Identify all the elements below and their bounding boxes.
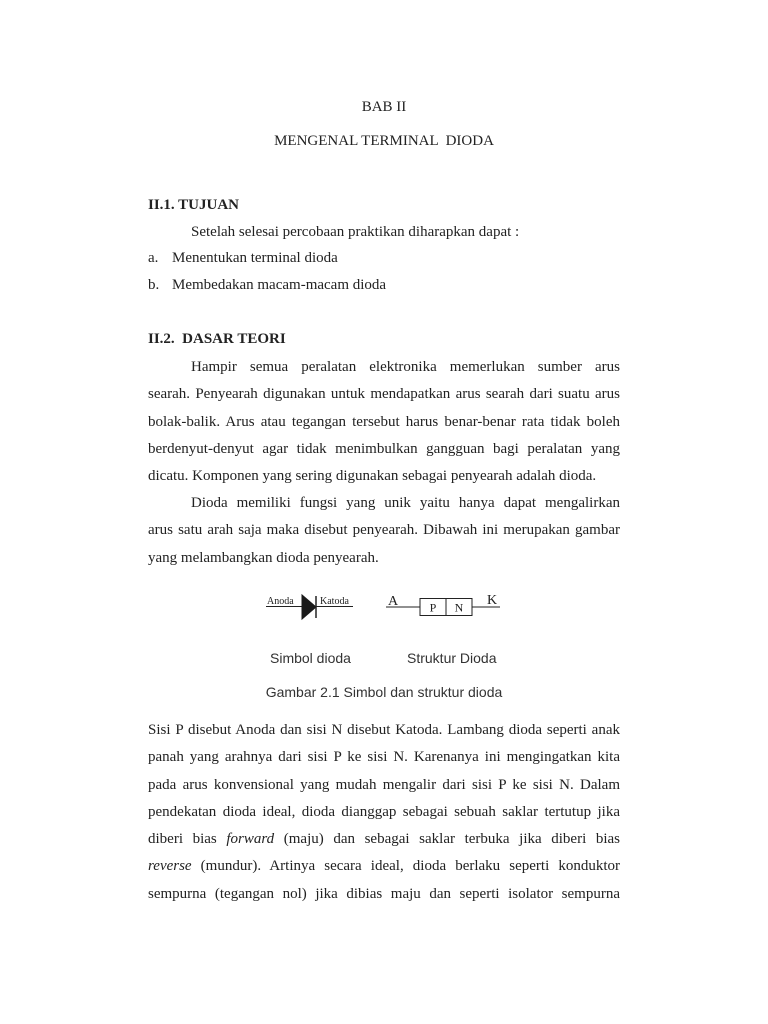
italic-term: forward	[226, 831, 275, 848]
structure-anode-label: A	[388, 594, 399, 609]
paragraph-line	[148, 772, 620, 799]
list-marker: a.	[148, 250, 159, 266]
symbol-caption: Simbol dioda	[270, 650, 351, 666]
diode-symbol	[266, 595, 353, 619]
line-text: (maju) dan sebagai saklar terbuka jika diberi bias	[274, 831, 620, 848]
paragraph-line	[148, 853, 620, 880]
italic-term: reverse	[148, 858, 192, 875]
anode-label: Anoda	[267, 596, 294, 607]
line-text: dicatu. Komponen yang sering digunakan sebagai penyearah adalah dioda.	[148, 468, 597, 485]
paragraph	[148, 490, 620, 572]
diode-structure	[386, 593, 500, 616]
cathode-label: Katoda	[320, 596, 349, 607]
paragraph-line	[148, 463, 620, 490]
paragraph-line	[148, 744, 620, 771]
paragraph-line	[148, 354, 620, 381]
paragraph-line	[148, 826, 620, 853]
paragraph-line	[148, 717, 620, 744]
line-text: sempurna (tegangan nol) jika dibias maju dan seperti isolator sempurna	[148, 885, 620, 902]
p-label: P	[429, 600, 437, 615]
diode-figure	[255, 585, 515, 627]
line-text: pendekatan dioda ideal, dioda dianggap sebagai sebuah saklar tertutup jika	[148, 803, 620, 820]
paragraph	[148, 354, 620, 490]
n-label: N	[454, 600, 464, 615]
list-marker: b.	[148, 277, 160, 293]
paragraph-line	[148, 881, 620, 908]
objective-text: Menentukan terminal dioda	[172, 250, 338, 266]
objective-text: Membedakan macam-macam dioda	[172, 277, 387, 293]
chapter-label: BAB II	[361, 99, 407, 115]
structure-caption: Struktur Dioda	[407, 650, 497, 666]
paragraph	[148, 717, 620, 908]
paragraph-line	[148, 545, 620, 572]
line-text: Dioda memiliki fungsi yang unik yaitu hanya dapat mengalirkan	[191, 495, 620, 511]
paragraph-line	[148, 490, 620, 517]
section-heading-tujuan: II.1. TUJUAN	[148, 197, 239, 213]
line-text: arus satu arah saja maka disebut penyearah. Dibawah ini merupakan gambar	[148, 522, 620, 539]
line-text: panah yang arahnya dari sisi P ke sisi N. Karenanya ini mengingatkan kita	[148, 749, 620, 766]
paragraph-line	[148, 799, 620, 826]
figure-caption: Gambar 2.1 Simbol dan struktur dioda	[265, 684, 503, 700]
section-heading-dasar-teori: II.2. DASAR TEORI	[148, 331, 286, 347]
line-text: diberi bias	[148, 831, 227, 848]
line-text: (mundur). Artinya secara ideal, dioda berlaku seperti konduktor	[191, 858, 620, 875]
diode-triangle-icon	[302, 595, 316, 619]
objectives-intro: Setelah selesai percobaan praktikan diharapkan dapat :	[191, 224, 520, 240]
paragraph-line	[148, 381, 620, 408]
line-text: yang melambangkan dioda penyearah.	[148, 549, 379, 566]
chapter-title: MENGENAL TERMINAL DIODA	[274, 133, 494, 149]
objective-item	[148, 245, 338, 272]
line-text: bolak-balik. Arus atau tegangan tersebut harus benar-benar rata tidak boleh	[148, 413, 620, 430]
line-text: Hampir semua peralatan elektronika memerlukan sumber arus	[191, 359, 620, 375]
line-text: pada arus konvensional yang mudah mengalir dari sisi P ke sisi N. Dalam	[148, 776, 620, 793]
line-text: searah. Penyearah digunakan untuk mendapatkan arus searah dari suatu arus	[148, 386, 620, 403]
line-text: Sisi P disebut Anoda dan sisi N disebut Katoda. Lambang dioda seperti anak	[148, 722, 620, 738]
paragraph-line	[148, 409, 620, 436]
objective-item	[148, 272, 386, 299]
paragraph-line	[148, 517, 620, 544]
structure-cathode-label: K	[487, 593, 498, 608]
paragraph-line	[148, 436, 620, 463]
line-text: berdenyut-denyut agar tidak menimbulkan gangguan bagi peralatan yang	[148, 440, 620, 457]
